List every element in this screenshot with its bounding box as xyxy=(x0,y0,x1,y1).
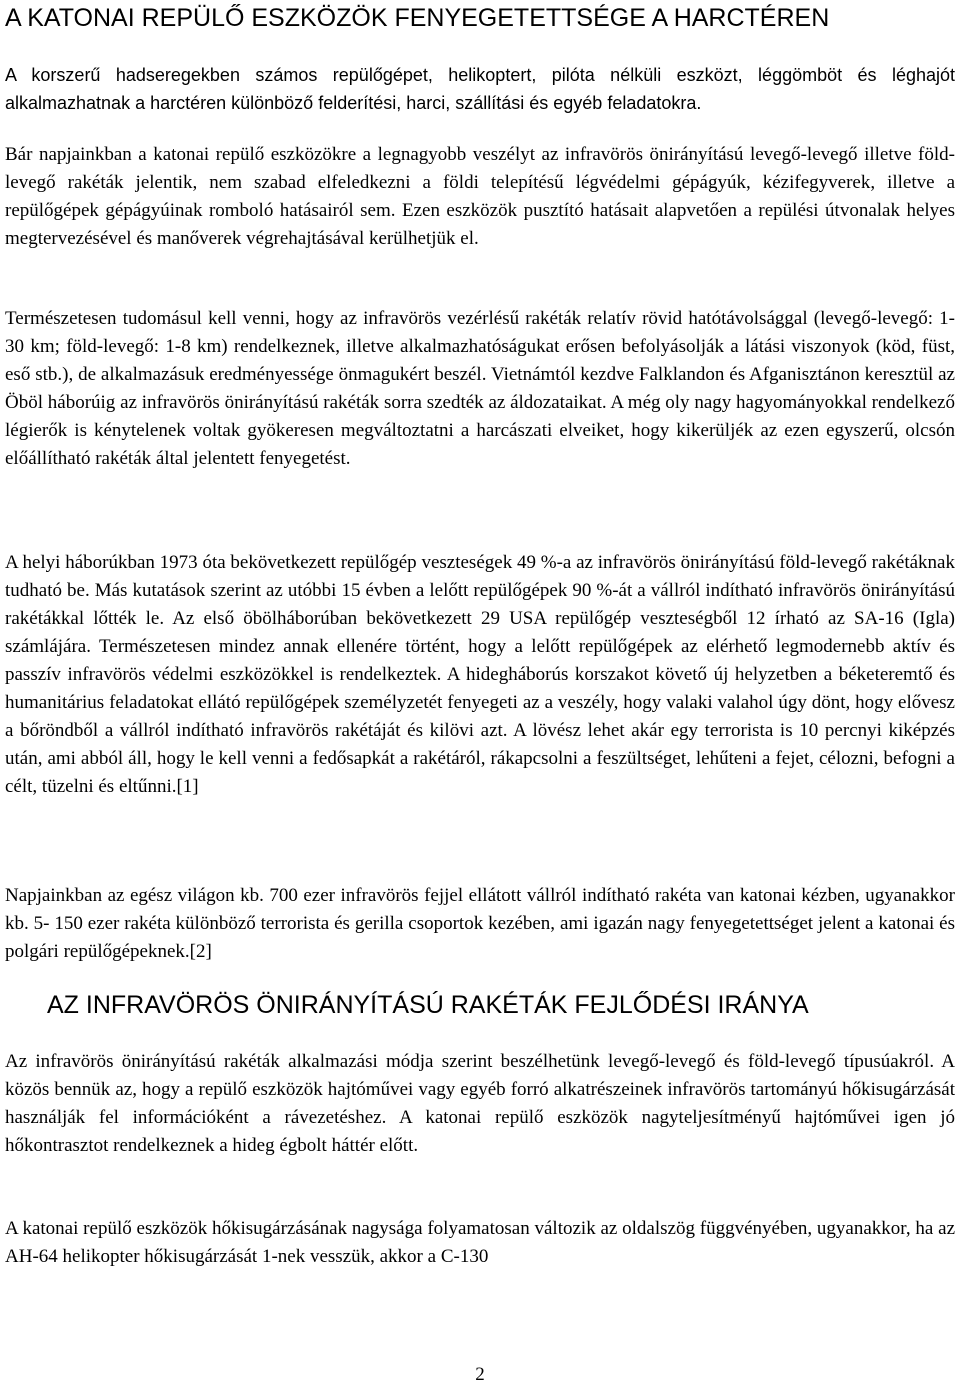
paragraph-threats: Bár napjainkban a katonai repülő eszközökre a legnagyobb veszélyt az infravörös önirányítású levegő-levegő illetve föld-levegő rakéták jelentik, nem szabad elfeledkezni a földi telepítésű légvédelmi gépágyúk, kézifegyverek, illetve a repülőgépek gépágyúinak romboló hatásairól sem. Ezen eszközök pusztító hatásait alapvetően a repülési útvonalak helyes megtervezésével és manőverek végrehajtásával kerülhetjük el. xyxy=(5,144,955,249)
paragraph-losses: A helyi háborúkban 1973 óta bekövetkezett repülőgép veszteségek 49 %-a az infravörös önirányítású föld-levegő rakétáknak tudható be. Más kutatások szerint az utóbbi 15 évben a lelőtt repülőgépek 90 %-át a vállról indítható infravörös önirányítású rakétákkal lőtték le. Az első öbölháborúban bekövetkezett 29 USA repülőgép veszteségből 12 írható az SA-16 (Igla) számlájára. Természetesen mindez annak ellenére történt, hogy a lelőtt repülőgépek az elérhető legmodernebb aktív és passzív infravörös védelmi eszközökkel is rendelkeztek. A hidegháborús korszakot követő új helyzetben a béketeremtő és humanitárius feladatokat ellátó repülőgépek személyzetét fenyegeti az a veszély, hogy valaki valahol úgy dönt, hogy elővesz a bőröndből a vállról indítható infravörös rakétáját és kilövi azt. A lövész lehet akár egy terrorista is 10 percnyi kiképzés után, ami abból áll, hogy le kell venni a fedősapkát a rakétáról, rákapcsolni a feszültséget, lehűteni a fejet, célozni, befogni a célt, tüzelni és eltűnni.[1] xyxy=(5,552,955,797)
paragraph-ir-types: Az infravörös önirányítású rakéták alkalmazási módja szerint beszélhetünk levegő-levegő és föld-levegő típusúakról. A közös bennük az, hogy a repülő eszközök hajtóművei vagy egyéb forró alkatrészeinek infravörös tartományú hőkisugárzását használják fel információként a rávezetéshez. A katonai repülő eszközök nagyteljesítményű hajtóművei igen jó hőkontrasztot rendelkeznek a hideg égbolt háttér előtt. xyxy=(5,1051,955,1156)
paragraph-heat-emission: A katonai repülő eszközök hőkisugárzásának nagysága folyamatosan változik az oldalszög függvényében, ugyanakkor, ha az AH-64 helikopter hőkisugárzását 1-nek vesszük, akkor a C-130 xyxy=(5,1218,955,1267)
paragraph-intro: A korszerű hadseregekben számos repülőgépet, helikoptert, pilóta nélküli eszközt, léggömböt és léghajót alkalmazhatnak a harctéren különböző felderítési, harci, szállítási és egyéb feladatokra. xyxy=(5,65,955,113)
paragraph-worldwide: Napjainkban az egész világon kb. 700 ezer infravörös fejjel ellátott vállról indítható rakéta van katonai kézben, ugyanakkor kb. 5- 150 ezer rakéta különböző terrorista és gerilla csoportok kezében, ami igazán nagy fenyegetettséget jelent a katonai és polgári repülőgépeknek.[2] xyxy=(5,885,955,962)
section-title: AZ INFRAVÖRÖS ÖNIRÁNYÍTÁSÚ RAKÉTÁK FEJLŐDÉSI IRÁNYA xyxy=(47,991,809,1019)
page-number: 2 xyxy=(475,1364,485,1385)
page-title: A KATONAI REPÜLŐ ESZKÖZÖK FENYEGETETTSÉGE A HARCTÉREN xyxy=(5,4,830,32)
paragraph-ir-missiles: Természetesen tudomásul kell venni, hogy az infravörös vezérlésű rakéták relatív rövid hatótávolsággal (levegő-levegő: 1-30 km; föld-levegő: 1-8 km) rendelkeznek, illetve alkalmazhatóságukat erősen befolyásolják a látási viszonyok (köd, füst, eső stb.), de alkalmazásuk eredményessége önmagukért beszél. Vietnámtól kezdve Falklandon és Afganisztánon keresztül az Öböl háborúig az infravörös önirányítású rakéták sorra szedték az áldozataikat. A még oly nagy hagyományokkal rendelkező légierők is kénytelenek voltak gyökeresen megváltoztatni a harcászati elveiket, hogy kikerüljék az ezen egyszerű, olcsón előállítható rakéták által jelentett fenyegetést. xyxy=(5,308,955,469)
